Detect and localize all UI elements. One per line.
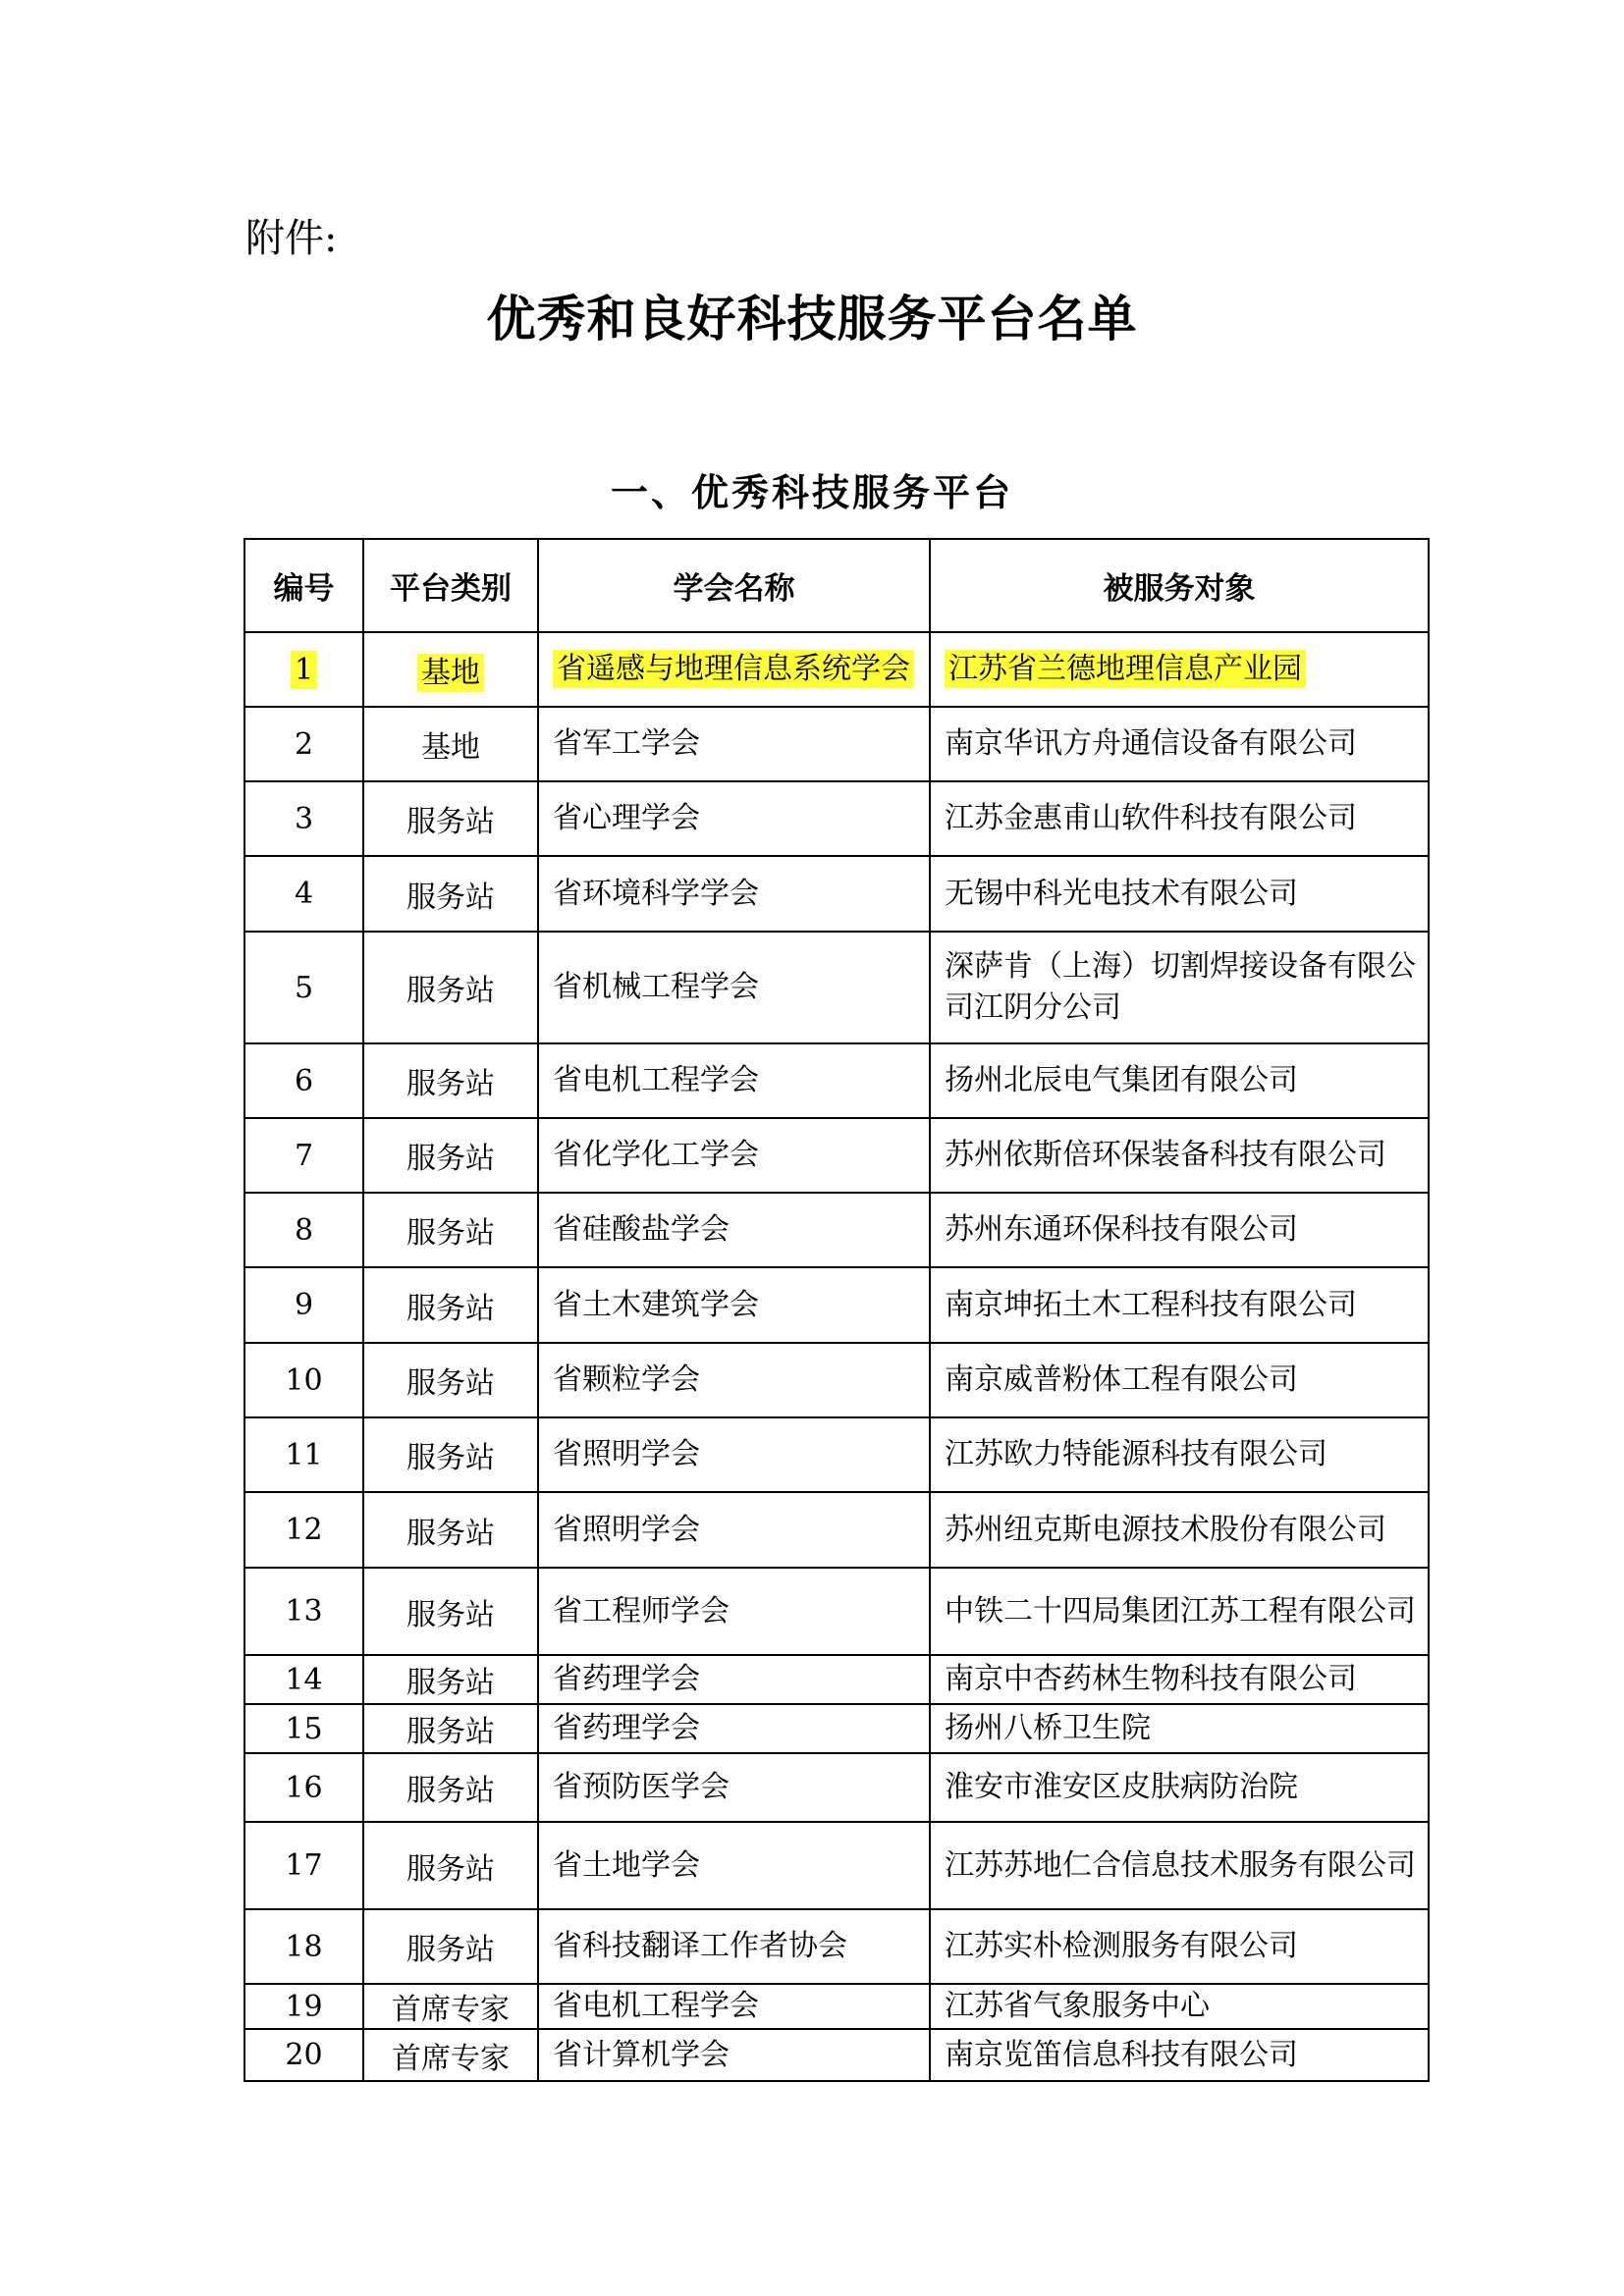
cell-served-object-text: 扬州北辰电气集团有限公司 xyxy=(945,1063,1298,1097)
cell-number-text: 13 xyxy=(285,1594,323,1629)
cell-served-object xyxy=(930,632,1429,707)
cell-served-object-text: 南京览笛信息科技有限公司 xyxy=(945,2037,1298,2072)
cell-served-object xyxy=(930,781,1429,856)
cell-number-text: 12 xyxy=(285,1513,323,1547)
cell-number-text: 14 xyxy=(285,1662,323,1697)
cell-society-name-text: 省机械工程学会 xyxy=(553,970,759,1004)
cell-society-name xyxy=(538,1492,930,1568)
table-row xyxy=(244,1118,1429,1193)
cell-number-text: 3 xyxy=(294,801,314,836)
cell-platform-type xyxy=(363,781,538,856)
cell-platform-type-text: 基地 xyxy=(421,730,480,765)
table-row xyxy=(244,1193,1429,1267)
cell-number-text: 7 xyxy=(294,1138,314,1173)
cell-served-object xyxy=(930,1984,1429,2029)
table-row xyxy=(244,1655,1429,1704)
cell-number-text: 19 xyxy=(285,1989,323,2024)
cell-number xyxy=(244,1193,363,1267)
table-row xyxy=(244,1043,1429,1118)
cell-served-object-text: 南京坤拓土木工程科技有限公司 xyxy=(945,1287,1357,1322)
cell-served-object-text: 江苏金惠甫山软件科技有限公司 xyxy=(945,801,1357,835)
table-body xyxy=(244,632,1429,2081)
header-society-name: 学会名称 xyxy=(538,539,930,632)
cell-number xyxy=(244,1343,363,1417)
cell-served-object-text: 苏州依斯倍环保装备科技有限公司 xyxy=(945,1138,1386,1172)
cell-platform-type-text: 首席专家 xyxy=(392,1993,510,2027)
table-row xyxy=(244,1492,1429,1568)
cell-served-object xyxy=(930,1753,1429,1822)
cell-number-text: 18 xyxy=(285,1929,323,1964)
cell-platform-type-text: 服务站 xyxy=(406,1597,495,1632)
cell-served-object xyxy=(930,1043,1429,1118)
cell-served-object xyxy=(930,1267,1429,1343)
cell-platform-type xyxy=(363,632,538,707)
cell-served-object xyxy=(930,1492,1429,1568)
cell-society-name-text: 省土地学会 xyxy=(553,1847,700,1883)
cell-platform-type-text: 服务站 xyxy=(406,1067,495,1101)
cell-platform-type-text: 服务站 xyxy=(406,1715,495,1749)
cell-platform-type xyxy=(363,1984,538,2029)
cell-number xyxy=(244,932,363,1043)
cell-served-object-text: 南京中杏药林生物科技有限公司 xyxy=(945,1662,1357,1696)
cell-platform-type xyxy=(363,707,538,781)
cell-number xyxy=(244,1655,363,1704)
cell-platform-type-text: 服务站 xyxy=(406,974,495,1008)
cell-served-object-text: 南京华讯方舟通信设备有限公司 xyxy=(945,726,1357,761)
cell-platform-type xyxy=(363,1492,538,1568)
cell-society-name-text: 省电机工程学会 xyxy=(553,1989,759,2023)
platform-table xyxy=(244,538,1430,2082)
cell-platform-type xyxy=(363,1704,538,1753)
cell-served-object xyxy=(930,856,1429,932)
cell-society-name-text: 省军工学会 xyxy=(553,726,700,761)
cell-served-object xyxy=(930,1193,1429,1267)
cell-number xyxy=(244,1492,363,1568)
cell-served-object-text: 江苏省气象服务中心 xyxy=(945,1989,1210,2023)
cell-platform-type xyxy=(363,1655,538,1704)
cell-number-text: 20 xyxy=(285,2038,323,2072)
cell-served-object xyxy=(930,1822,1429,1909)
cell-served-object-text: 江苏苏地仁合信息技术服务有限公司 xyxy=(945,1847,1416,1883)
cell-served-object-text: 江苏欧力特能源科技有限公司 xyxy=(945,1437,1327,1471)
cell-society-name xyxy=(538,1655,930,1704)
cell-society-name-text: 省环境科学学会 xyxy=(553,876,759,911)
cell-number-text: 6 xyxy=(294,1063,314,1098)
section-title: 一、优秀科技服务平台 xyxy=(610,470,1013,514)
cell-served-object-text: 淮安市淮安区皮肤病防治院 xyxy=(945,1770,1298,1804)
cell-served-object-text: 江苏省兰德地理信息产业园 xyxy=(945,650,1306,688)
cell-number-text: 5 xyxy=(294,970,314,1005)
table-row xyxy=(244,1267,1429,1343)
cell-number-text: 15 xyxy=(285,1711,323,1746)
table-row xyxy=(244,781,1429,856)
table-row xyxy=(244,1909,1429,1984)
cell-number-text: 16 xyxy=(285,1770,323,1805)
cell-society-name-text: 省预防医学会 xyxy=(553,1770,730,1804)
cell-served-object-text: 南京威普粉体工程有限公司 xyxy=(945,1362,1298,1397)
cell-society-name xyxy=(538,1043,930,1118)
cell-society-name xyxy=(538,932,930,1043)
cell-number-text: 11 xyxy=(285,1437,323,1472)
header-served-object: 被服务对象 xyxy=(930,539,1429,632)
cell-number-text: 10 xyxy=(285,1362,323,1398)
cell-number xyxy=(244,1753,363,1822)
cell-served-object-text: 中铁二十四局集团江苏工程有限公司 xyxy=(945,1593,1416,1629)
cell-served-object xyxy=(930,1568,1429,1655)
cell-society-name-text: 省科技翻译工作者协会 xyxy=(553,1929,847,1963)
cell-number xyxy=(244,1118,363,1193)
cell-served-object xyxy=(930,1343,1429,1417)
cell-platform-type-text: 服务站 xyxy=(406,1666,495,1700)
cell-served-object xyxy=(930,1655,1429,1704)
cell-society-name xyxy=(538,1417,930,1492)
cell-platform-type-text: 服务站 xyxy=(406,1851,495,1887)
cell-number-text: 1 xyxy=(291,651,317,689)
cell-society-name xyxy=(538,1909,930,1984)
cell-society-name-text: 省照明学会 xyxy=(553,1437,700,1471)
cell-society-name-text: 省药理学会 xyxy=(553,1711,700,1745)
table-row xyxy=(244,2029,1429,2081)
cell-number xyxy=(244,632,363,707)
table-row xyxy=(244,1343,1429,1417)
cell-number xyxy=(244,856,363,932)
cell-society-name-text: 省心理学会 xyxy=(553,801,700,835)
header-number: 编号 xyxy=(244,539,363,632)
cell-served-object xyxy=(930,932,1429,1043)
cell-number xyxy=(244,781,363,856)
cell-number-text: 2 xyxy=(294,726,314,762)
cell-society-name xyxy=(538,781,930,856)
cell-society-name xyxy=(538,2029,930,2081)
cell-served-object-text: 无锡中科光电技术有限公司 xyxy=(945,876,1298,911)
cell-number-text: 17 xyxy=(285,1848,323,1883)
cell-society-name xyxy=(538,1568,930,1655)
cell-society-name xyxy=(538,1193,930,1267)
cell-society-name xyxy=(538,632,930,707)
cell-served-object-text: 扬州八桥卫生院 xyxy=(945,1711,1151,1745)
cell-platform-type xyxy=(363,1568,538,1655)
table-header-row xyxy=(244,539,1429,632)
cell-platform-type xyxy=(363,932,538,1043)
cell-platform-type-text: 服务站 xyxy=(406,805,495,839)
cell-number xyxy=(244,1568,363,1655)
cell-served-object-text: 江苏实朴检测服务有限公司 xyxy=(945,1929,1298,1963)
cell-number xyxy=(244,1704,363,1753)
cell-number-text: 9 xyxy=(294,1288,314,1322)
cell-served-object xyxy=(930,1118,1429,1193)
table-row xyxy=(244,1568,1429,1655)
cell-platform-type xyxy=(363,1193,538,1267)
cell-number xyxy=(244,2029,363,2081)
cell-society-name xyxy=(538,1704,930,1753)
table-row xyxy=(244,856,1429,932)
cell-platform-type-text: 服务站 xyxy=(406,1216,495,1251)
cell-number xyxy=(244,1043,363,1118)
cell-platform-type-text: 服务站 xyxy=(406,1366,495,1401)
cell-number xyxy=(244,1417,363,1492)
header-platform-type: 平台类别 xyxy=(363,539,538,632)
cell-served-object-text: 苏州东通环保科技有限公司 xyxy=(945,1212,1298,1247)
table-row xyxy=(244,1984,1429,2029)
cell-served-object-text: 苏州纽克斯电源技术股份有限公司 xyxy=(945,1512,1386,1547)
cell-society-name-text: 省计算机学会 xyxy=(553,2037,730,2072)
cell-platform-type xyxy=(363,1343,538,1417)
cell-platform-type-text: 服务站 xyxy=(406,880,495,915)
cell-society-name-text: 省颗粒学会 xyxy=(553,1362,700,1397)
cell-platform-type xyxy=(363,1909,538,1984)
cell-served-object xyxy=(930,1909,1429,1984)
cell-number xyxy=(244,1267,363,1343)
cell-platform-type-text: 服务站 xyxy=(406,1441,495,1475)
cell-society-name-text: 省工程师学会 xyxy=(553,1593,730,1629)
cell-platform-type-text: 服务站 xyxy=(406,1933,495,1967)
cell-society-name xyxy=(538,1753,930,1822)
cell-society-name-text: 省遥感与地理信息系统学会 xyxy=(553,650,914,688)
cell-served-object xyxy=(930,1417,1429,1492)
cell-society-name xyxy=(538,1984,930,2029)
cell-platform-type xyxy=(363,1267,538,1343)
cell-platform-type-text: 基地 xyxy=(417,654,484,692)
cell-served-object-text: 深萨肯（上海）切割焊接设备有限公司江阴分公司 xyxy=(945,949,1416,1025)
cell-society-name-text: 省电机工程学会 xyxy=(553,1063,759,1097)
cell-platform-type xyxy=(363,1118,538,1193)
table-row xyxy=(244,1704,1429,1753)
cell-platform-type xyxy=(363,1753,538,1822)
cell-society-name xyxy=(538,1822,930,1909)
cell-society-name xyxy=(538,1343,930,1417)
cell-served-object xyxy=(930,1704,1429,1753)
cell-number xyxy=(244,1822,363,1909)
cell-platform-type xyxy=(363,1417,538,1492)
cell-platform-type-text: 服务站 xyxy=(406,1516,495,1551)
cell-served-object xyxy=(930,2029,1429,2081)
cell-platform-type-text: 服务站 xyxy=(406,1291,495,1326)
cell-platform-type xyxy=(363,2029,538,2081)
cell-number xyxy=(244,1984,363,2029)
table-row xyxy=(244,707,1429,781)
cell-number xyxy=(244,1909,363,1984)
cell-society-name-text: 省照明学会 xyxy=(553,1512,700,1547)
cell-platform-type-text: 服务站 xyxy=(406,1774,495,1808)
cell-society-name-text: 省化学化工学会 xyxy=(553,1138,759,1172)
table-row xyxy=(244,1417,1429,1492)
table-row xyxy=(244,1753,1429,1822)
cell-served-object xyxy=(930,707,1429,781)
cell-platform-type-text: 服务站 xyxy=(406,1142,495,1176)
cell-platform-type-text: 首席专家 xyxy=(392,2041,510,2076)
cell-number-text: 4 xyxy=(294,877,314,911)
cell-number xyxy=(244,707,363,781)
attachment-label: 附件: xyxy=(245,216,338,261)
cell-society-name-text: 省药理学会 xyxy=(553,1662,700,1696)
cell-number-text: 8 xyxy=(294,1212,314,1248)
table-row xyxy=(244,632,1429,707)
cell-society-name-text: 省土木建筑学会 xyxy=(553,1287,759,1322)
cell-platform-type xyxy=(363,1043,538,1118)
cell-society-name xyxy=(538,1267,930,1343)
cell-society-name-text: 省硅酸盐学会 xyxy=(553,1212,730,1247)
cell-platform-type xyxy=(363,856,538,932)
cell-society-name xyxy=(538,707,930,781)
document-title: 优秀和良好科技服务平台名单 xyxy=(486,290,1138,347)
cell-society-name xyxy=(538,856,930,932)
table-row xyxy=(244,932,1429,1043)
cell-society-name xyxy=(538,1118,930,1193)
cell-platform-type xyxy=(363,1822,538,1909)
table-row xyxy=(244,1822,1429,1909)
